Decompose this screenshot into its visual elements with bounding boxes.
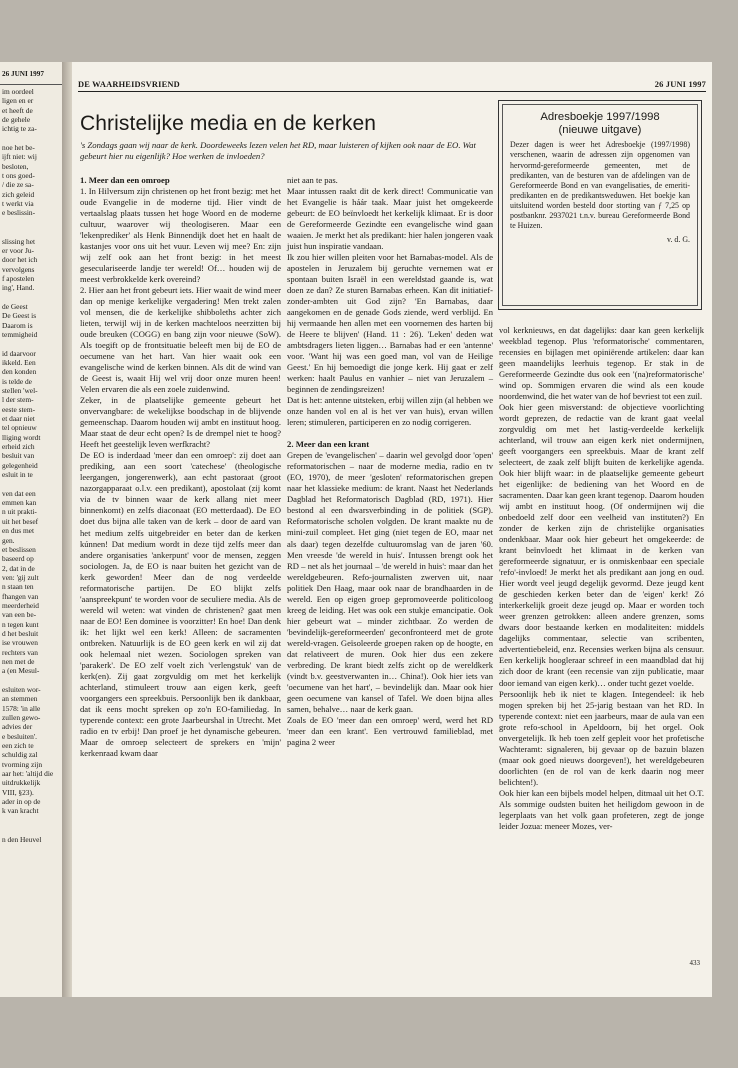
previous-page-line: f apostelen bbox=[2, 273, 35, 283]
previous-page-line bbox=[2, 293, 62, 302]
notice-title bbox=[503, 111, 697, 136]
previous-page-line: d het besluit bbox=[2, 628, 39, 638]
previous-page-line: t werkt via bbox=[2, 199, 34, 209]
previous-page-line: is telde de bbox=[2, 376, 32, 386]
previous-page-line: n den Heuvel bbox=[2, 834, 42, 844]
article-column-1 bbox=[80, 175, 281, 759]
paragraph: Ook hier geen misverstand: de objectieve voorlichting wordt geprezen, de redactie van de krant gaat veelal zorgvuldig om met het lastig-verdeelde kerkelijk achterland, wil trouw aan eigen kerk niet ondermijnen, geeft voorgangers een spreekbuis. Maar de krant zelf selecteert, de zaak zelf blijft buiten de kerkelijke agenda. Ook hier blijft waar: in de plaatselijke gemeente gebeurt het eigenlijke: de bediening van het Woord en de sacramenten. Daar kan geen krant tegenop. Daarom houden wij ambt en instituut hoog. (Of ondermijnen wij die onbedoeld zelf door een veelheid van instituten?) En zonder de kerken zijn de christelijke organisaties ondenkbaar. Maar ook hier gebeurt het omgekeerde: de krant beïnvloedt het klimaat in de kerken van gereformeerde signatuur, er is onmiskenbaar een speciale 'refo'-invloed! Je merkt het als predikant aan jong en oud. Hier wordt veel jeugd degelijk gevormd. Deze jeugd kent de geschieden kerken beter dan de 'eigen' kerk! Zó interkerkelijk groeit deze jeugd op. Maar er worden toch weer grenzen getrokken: alleen andere grenzen, soms dwars door bestaande kerken en modaliteiten: middels dagelijks commentaar, selectie van scribenten, advertentiebeleid, enz. Recensies werken bijna als censuur. Een kerkelijk hoogleraar schreef in een maandblad dat hij zich door de krant (een recensie van zijn publicatie, maar door iemand van eigen kerk)… onder tucht gezet voelde. bbox=[499, 402, 704, 688]
paragraph: niet aan te pas. bbox=[287, 175, 338, 185]
previous-page-line: n staan ten bbox=[2, 582, 34, 592]
previous-page-line: im oordeel bbox=[2, 87, 34, 96]
previous-page-line: zich geleid bbox=[2, 189, 35, 199]
previous-page-line: et heeft de bbox=[2, 105, 33, 115]
previous-page-line: a (en Mesul- bbox=[2, 666, 40, 676]
previous-page-line: l der stem- bbox=[2, 395, 34, 405]
paragraph: Zoals de EO 'meer dan een omroep' werd, werd het RD 'meer dan een krant'. Een vertrouwd familieblad, met pagina 2 weer bbox=[287, 714, 493, 747]
previous-page-line: tvorming zijn bbox=[2, 759, 43, 769]
previous-page-line: ven dat een bbox=[2, 488, 36, 498]
page-gutter bbox=[62, 62, 72, 997]
paragraph: Ook hier kan een bijbels model helpen, ditmaal uit het O.T. Als sommige oudsten buiten het heiligdom gewoon in de legerplaats van het volk gaan profeteren, zegt de jonge leider Jozua: meneer Mozes, ver- bbox=[499, 787, 704, 831]
previous-page-line bbox=[2, 479, 62, 488]
previous-page-line: e besluiten'. bbox=[2, 731, 37, 741]
article-intro: 's Zondags gaan wij naar de kerk. Doordeweeks lezen velen het RD, maar luisteren of kijken ook naar de EO. Wat gebeurt hier nu eigenlijk? Hoe werken de invloeden? bbox=[80, 140, 476, 162]
previous-page-line: besloten, bbox=[2, 161, 29, 171]
previous-page-line: ligen en er bbox=[2, 96, 34, 106]
previous-page-line: noe het be- bbox=[2, 143, 35, 153]
previous-page-line: baseerd op bbox=[2, 554, 34, 564]
previous-page-line: e beslissin- bbox=[2, 208, 36, 218]
paragraph: Ik zou hier willen pleiten voor het Barnabas-model. Als de apostelen in Jeruzalem bij geruchte vernemen wat er spontaan buiten Israël in een wereldstad gaande is, wat doen ze dan? Ze sturen Barnabas erheen. Kan dit initiatief-zonder-ambten uit God zijn? 'En Barnabas, daar aangekomen en de genade Gods ziende, werd verblijd. En hij vermaande hen allen met een voornemen des harten bij de Heere te blijven' (Hand. 11 : 26). 'Leken' deden wat ambtsdragers lieten liggen… Barnabas had er een 'antenne' voor. 'Want hij was een goed man, vol van de Heilige Geest.' En hij bemoedigt die jonge kerk. Hij gaat er zelf werken: haalt Paulus en vanhier – niet van Jeruzalem – beginnen de zendingsreizen! bbox=[287, 252, 493, 395]
previous-page-line: de Geest bbox=[2, 301, 28, 311]
previous-page-line: vervolgens bbox=[2, 264, 35, 274]
paragraph: 2. Hier aan het front gebeurt iets. Hier waait de wind meer dan op menige kerkelijke vergadering! Men trekt zalen vol mensen, die de kerkelijke shibboleths achter zich lieten, terwijl wij in de kerken machteloos neerzitten bij oude breuken (COGG) en bang zijn voor nieuwe (SoW). Als toegift op de frontsituatie beleeft men bij de EO de oecumene van het hart. Van hier waait ook een evangelische wind de kerken binnen. Als dit de wind van de Geest is, waait Hij wel vrij door onze muren heen! Velen ervaren die als een zoele zuidenwind. bbox=[80, 285, 281, 395]
section-heading: 2. Meer dan een krant bbox=[287, 439, 370, 450]
previous-page-line: fhangen van bbox=[2, 591, 39, 601]
paragraph: vol kerknieuws, en dat dagelijks: daar kan geen kerkelijk weekblad tegenop. Plus 'reformatorische' commentaren, recensies en bijlagen met opiniërende artikelen: daar kan geen maandelijks leerhuis tegenop. Er stak in de Gereformeerde Gezindte dus ook een '(na)reformatorische' wind op. Sommigen ervaren die wind als een koude noordenwind, die het water van de hof bevriest tot een zuil. bbox=[499, 325, 704, 402]
previous-page-line: rechters van bbox=[2, 647, 38, 657]
notice-inner-frame bbox=[502, 104, 698, 306]
previous-page-line: an stemmen bbox=[2, 694, 38, 704]
previous-page-line: / die ze sa- bbox=[2, 180, 34, 190]
previous-page-line bbox=[2, 339, 62, 348]
previous-page-date: 26 JUNI 1997 bbox=[0, 62, 62, 85]
previous-page-line: eeste stem- bbox=[2, 404, 36, 414]
previous-page-line: De Geest is bbox=[2, 311, 37, 321]
previous-page-line: door het ich bbox=[2, 255, 38, 265]
previous-page-line: ikkeld. Een bbox=[2, 357, 36, 367]
previous-page-line: ise vrouwen bbox=[2, 638, 38, 648]
previous-page-line: n tegen kunt bbox=[2, 619, 39, 629]
previous-page-line: emmen kan bbox=[2, 498, 37, 508]
previous-page-line: id daarvoor bbox=[2, 348, 36, 358]
previous-page-line: besluit van bbox=[2, 451, 35, 461]
previous-page-line: esluit in te bbox=[2, 470, 33, 480]
previous-page-line: er voor Ju- bbox=[2, 245, 35, 255]
previous-page-line: erheid zich bbox=[2, 442, 35, 452]
address-book-notice bbox=[498, 100, 702, 310]
paragraph: De EO is inderdaad 'meer dan een omroep': zij doet aan prediking, aan een soort 'catechese' (theologische leergangen, jongerenwerk), aan echt pastoraat (groot nazorgapparaat o.l.v. een predikant), apostolaat (zij komt via de tv binnen waar de kerk allang niet meer binnenkomt) en zelfs diaconaat (EO metterdaad). De EO doet dus bijna alle taken van de kerk – door de aard van het medium zelfs uitgebreider en beter dan de kerken kúnnen! Dat medium wordt in deze tijd zelfs meer dan andere organisaties 'ankerpunt' voor de mensen, zeggen sociologen. Ja, de EO is naar buiten het gezicht van de kerk geworden! Meer dan de nog verdeelde reformatorische partijen. De EO blijkt zelfs 'aanspreekpunt' te worden voor de seculiere media. Als de wereld wil weten: wat vinden de christenen? gaat men naar de EO! Een dominee is voorzitter! En hoe! Dan denk ik: het lijkt wel een kerk! Alleen: de sacramenten ontbreken. Natuurlijk is de EO geen kerk en wil zij dat ook helemaal niet wezen. Sociologen spreken van 'parakerk'. De EO zelf voelt zich 'verlengstuk' van de kerk(en). Zij gaat zorgvuldig om met het kerkelijk achterland, stimuleert trouw aan eigen kerk, geeft voorgangers een spreekbuis. Persoonlijk ben ik dankbaar, dat ik eens mocht spreken op zo'n EO-familiedag. In typerende context: een grote Jaarbeurshal in Utrecht. Met radio en tv erbij! Dan proef je het dynamische gebeuren. Maar de omroep selecteert de sprekers en 'mijn' kerkenraad kwam daar bbox=[80, 450, 281, 758]
running-header bbox=[78, 78, 706, 92]
magazine-name: DE WAARHEIDSVRIEND bbox=[78, 80, 180, 89]
previous-page-line: stellen 'wel- bbox=[2, 386, 38, 395]
previous-page-line: ing', Hand. bbox=[2, 283, 35, 293]
previous-page-line: n uit prakti- bbox=[2, 507, 37, 517]
section-heading: 1. Meer dan een omroep bbox=[80, 175, 170, 185]
previous-page-line: en dus met bbox=[2, 526, 35, 536]
previous-page-line: den konden bbox=[2, 367, 37, 377]
previous-page-line bbox=[2, 825, 62, 834]
paragraph: Dat is het: antenne uitsteken, erbij willen zijn (al hebben we onze handen vol en al is het ver van huis), ervan willen leren; stimuleren, participeren en zo nodig corrigeren. bbox=[287, 395, 493, 428]
previous-page-line: ichtig te za- bbox=[2, 124, 37, 134]
previous-page-line: meerderheid bbox=[2, 600, 39, 610]
previous-page-line: advies der bbox=[2, 722, 33, 732]
page-number: 433 bbox=[689, 959, 700, 967]
previous-page-line bbox=[2, 134, 62, 143]
previous-page-line bbox=[2, 218, 62, 227]
previous-page-line: uit het besef bbox=[2, 516, 39, 526]
paragraph: Grepen de 'evangelischen' – daarin wel gevolgd door 'open' reformatorischen – naar de moderne media, radio en tv (EO, 1970), de meer 'gesloten' reformatorischen grepen naar het klassieke medium: de krant. Naast het Nederlands Dagblad het Reformatorisch Dagblad (RD, 1971). Hier bestond al een dwarsverbinding in de politiek (SGP). Reformatorische scholen volgden. De krant maakte nu de mini-zuil compleet. Het ging (niet tegen de EO, maar net als daar) tegen dezelfde cultuuromslag van de jaren '60. Men vreesde 'de wereld in huis'. Intussen brengt ook het RD – net als het journaal – 'de wereld in huis': maar dan het wereldgebeuren. Refo-journalisten zwerven uit, naar politiek Den Haag, maar ook naar de brandhaarden in de wereld. Een op eigen groep gepromoveerde politicoloog kreeg de leiding. Het was ook een stukje emancipatie. Ook hier gebeurt wat – minder zichtbaar. Zo werden de 'bevindelijk-gereformeerden' geconfronteerd met de grote wereld-vragen. Geïsoleerde groepen raken op de hoogte, en dat relativeert de muren. Ook hier dus een zekere verbreding. De krant biedt zelfs zicht op de wereldkerk (vindt b.v. geestverwanten in… China!). Ook hier iets van 'oecumene van het hart', – bevindelijk dan. Maar ook hier geen oecumene van kansel of Tafel. We doen bijna alles samen, behalve… naar de kerk gaan. bbox=[287, 450, 493, 714]
previous-page-line: VIII, §23). bbox=[2, 787, 34, 797]
paragraph: Persoonlijk heb ik niet te klagen. Integendeel: ik heb mogen spreken bij het 25-jarig bestaan van het RD. In typerende context: niet een jaarbeurs, maar de aula van een grote refo-school in Apeldoorn, bij het orgel. Ook onvergetelijk. Ik heb toen zelf gepleit voor het profetische Wachteramt: signaleren, bij gevaar op de bazuin blazen (maar ook goed nieuws doorgeven!), het wereldgebeuren doorlichten (en de rol van de kerk daarin nog meer belichten!). bbox=[499, 688, 704, 787]
previous-page-line bbox=[2, 227, 62, 236]
previous-page-line bbox=[2, 676, 62, 685]
previous-page-line: Daarom is bbox=[2, 320, 33, 330]
previous-page-line: 2, dat in de bbox=[2, 563, 35, 573]
previous-page-line: uitdrukkelijk bbox=[2, 778, 41, 788]
magazine-page bbox=[72, 62, 712, 997]
previous-page-line: aar het: 'altijd die bbox=[2, 769, 54, 779]
previous-page-line: een zich te bbox=[2, 741, 34, 751]
previous-page-line: et daar niet bbox=[2, 414, 35, 424]
issue-date: 26 JUNI 1997 bbox=[654, 80, 706, 89]
article-column-3 bbox=[499, 325, 704, 832]
previous-page-line: slissing het bbox=[2, 236, 36, 246]
previous-page-line: ader in op de bbox=[2, 797, 41, 807]
previous-page-line: lliging wordt bbox=[2, 432, 41, 442]
previous-page-column bbox=[0, 85, 62, 844]
paragraph: Zeker, in de plaatselijke gemeente gebeurt het onvervangbare: de wekelijkse boodschap in de blijvende gemeenschap. Daarom houden wij ambt en instituut hoog. Maar staat de deur echt open? Is de drempel niet te hoog? Heeft het geestelijk leven werfkracht? bbox=[80, 395, 281, 450]
notice-body: Dezer dagen is weer het Adresboekje (1997/1998) verschenen, waarin de adressen zijn opgenomen van hervormd-gereformeerde gemeenten, met de predikanten, van de besturen van de afdelingen van de Gereformeerde Bond en van evangelisaties, de emeriti-predikanten en de predikantsweduwen. Het boekje kan uitsluitend worden besteld door storting van ƒ 7,25 op postbanknr. 2937021 t.n.v. bureau Gereformeerde Bond te Huizen. bbox=[510, 140, 690, 231]
previous-page-line: t ons goed- bbox=[2, 171, 35, 181]
previous-page-line: ven: 'gij zult bbox=[2, 572, 39, 582]
previous-page-line: de gehele bbox=[2, 115, 31, 125]
article-column-2 bbox=[287, 175, 493, 748]
article-title: Christelijke media en de kerken bbox=[80, 112, 377, 135]
previous-page-line: et beslissen bbox=[2, 544, 36, 554]
previous-page-line: van een be- bbox=[2, 610, 37, 620]
previous-page-line: nen met de bbox=[2, 656, 35, 666]
previous-page-line: temmigheid bbox=[2, 329, 38, 339]
previous-page-line: k van kracht bbox=[2, 806, 39, 816]
previous-page-line: zullen gewo- bbox=[2, 713, 41, 723]
previous-page-line: gen. bbox=[2, 535, 15, 545]
paragraph: 1. In Hilversum zijn christenen op het front bezig: met het oude Evangelie in de moderne tijd. Hier vindt de vertaalslag plaats tussen het hoge Woord en de moderne cultuur, waarover wij theologiseren. Maar een 'lekenprediker' als Henk Binnendijk doet het en haalt de kastanjes voor ons uit het vuur. Leven wij mee? En: zijn wij zelf ook aan het front bezig: in het meest geseculariseerde landje ter wereld! Of… houden wij de meest verbrokkelde kerk overeind? bbox=[80, 186, 281, 285]
previous-page-line: esluiten wor- bbox=[2, 685, 41, 694]
previous-page-line bbox=[2, 816, 62, 825]
previous-page-line: schuldig zal bbox=[2, 750, 38, 760]
notice-signature: v. d. G. bbox=[667, 234, 690, 244]
paragraph-gap bbox=[287, 428, 493, 439]
notice-title-line-1: Adresboekje 1997/1998 bbox=[540, 111, 660, 123]
paragraph: Maar intussen raakt dit de kerk direct! Communicatie van het Evangelie is háár taak. Maar juist het omgekeerde gebeurt: de EO beïnvloedt het kerkelijk klimaat. Er is door de Gereformeerde Gezindte een evangelische wind gaan waaien. Je merkt het als predikant: hier halen jongeren vaak juist hun inspiratie vandaan. bbox=[287, 186, 493, 252]
previous-page-line: 1578: 'in alle bbox=[2, 703, 41, 713]
notice-title-line-2: (nieuwe uitgave) bbox=[558, 123, 642, 136]
previous-page-line: gelegenheid bbox=[2, 460, 38, 470]
previous-page-strip bbox=[0, 62, 63, 997]
previous-page-line: ijft niet: wij bbox=[2, 152, 37, 162]
previous-page-line: tel opnieuw bbox=[2, 423, 37, 433]
